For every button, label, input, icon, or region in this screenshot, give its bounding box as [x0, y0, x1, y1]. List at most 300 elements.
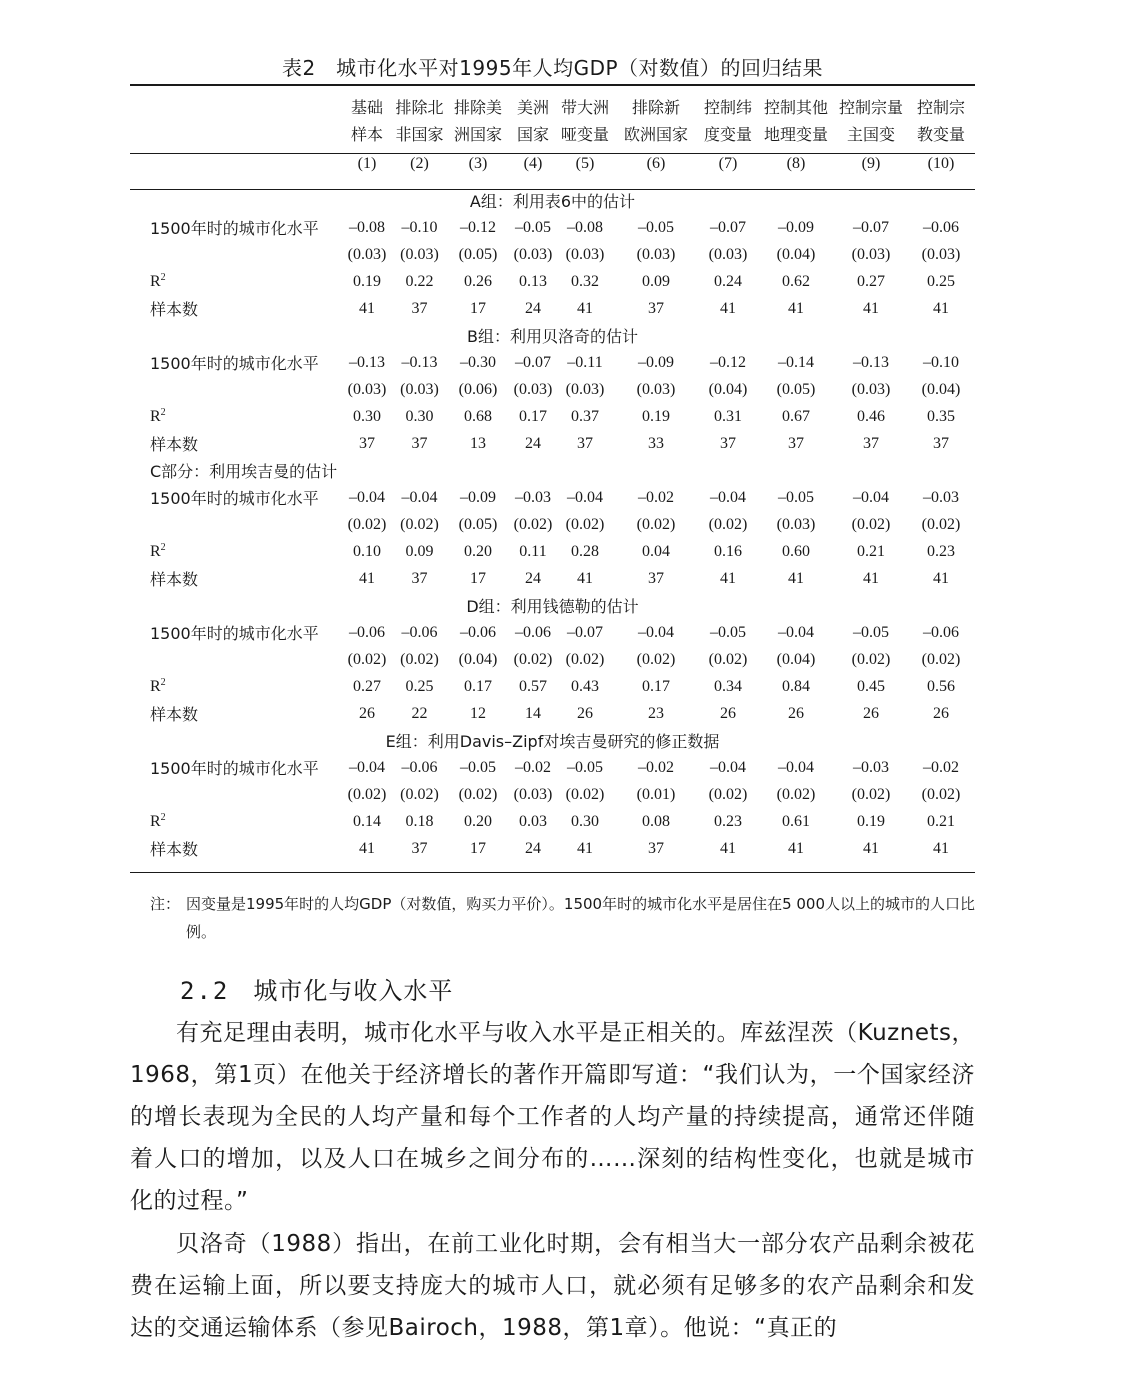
standard-error-cell: (0.02): [636, 515, 676, 533]
sample-size-cell: 41: [577, 299, 593, 317]
r-squared-cell: 0.13: [519, 272, 547, 290]
coefficient-cell: –0.12: [710, 353, 746, 371]
sample-size-cell: 37: [720, 434, 736, 452]
column-number-row: [130, 147, 975, 181]
coefficient-cell: –0.04: [401, 488, 438, 506]
row-label: 1500年时的城市化水平: [150, 219, 319, 238]
coefficient-cell: –0.03: [923, 488, 959, 506]
coefficient-cell: –0.05: [567, 758, 603, 776]
standard-error-cell: (0.03): [565, 380, 605, 398]
coefficient-cell: –0.02: [515, 758, 551, 776]
row-label: 样本数: [150, 840, 199, 859]
r-squared-cell: 0.21: [927, 812, 955, 830]
column-number: (8): [786, 155, 806, 172]
column-header-row: [130, 120, 975, 147]
column-header: 控制宗: [916, 98, 965, 117]
coefficient-cell: –0.09: [460, 488, 496, 506]
r-squared-row: [130, 268, 975, 295]
coefficient-cell: –0.09: [778, 218, 814, 236]
r-squared-cell: 0.20: [464, 542, 492, 560]
coefficient-cell: –0.05: [710, 623, 746, 641]
column-number: (3): [468, 155, 488, 172]
note-head: 注：: [150, 895, 181, 913]
sample-size-cell: 41: [720, 839, 736, 857]
row-label: 样本数: [150, 300, 199, 319]
coefficient-cell: –0.12: [460, 218, 496, 236]
column-header: 排除美: [453, 98, 502, 117]
standard-error-cell: (0.04): [458, 650, 498, 668]
standard-error-cell: (0.03): [513, 245, 553, 263]
r-squared-cell: 0.19: [353, 272, 381, 290]
row-label: 1500年时的城市化水平: [150, 759, 319, 778]
r-squared-cell: 0.45: [857, 677, 885, 695]
table-bottom-rule: [130, 872, 975, 873]
r-squared-cell: 0.19: [857, 812, 885, 830]
row-label: 样本数: [150, 705, 199, 724]
r-squared-cell: 0.09: [405, 542, 434, 560]
standard-error-cell: (0.02): [921, 515, 961, 533]
coefficient-cell: –0.03: [853, 758, 889, 776]
sample-size-cell: 37: [648, 839, 664, 857]
sample-size-cell: 41: [863, 839, 879, 857]
standard-error-cell: (0.03): [400, 380, 439, 398]
sample-size-cell: 26: [359, 704, 375, 722]
column-header: 排除新: [631, 98, 680, 117]
column-header: 主国变: [846, 125, 895, 144]
r-squared-label: R: [150, 407, 161, 425]
sample-size-cell: 41: [720, 299, 736, 317]
sample-size-cell: 41: [933, 299, 949, 317]
sample-size-row: [130, 835, 975, 862]
sample-size-cell: 24: [525, 434, 541, 452]
sample-size-cell: 37: [411, 569, 428, 587]
standard-error-row: [130, 646, 975, 673]
panel-title-row: [130, 457, 975, 484]
standard-error-cell: (0.03): [347, 245, 387, 263]
sample-size-cell: 41: [933, 839, 949, 857]
r-squared-cell: 0.11: [519, 542, 547, 560]
coefficient-cell: –0.08: [567, 218, 603, 236]
standard-error-cell: (0.02): [400, 650, 439, 668]
sample-size-cell: 17: [470, 839, 486, 857]
standard-error-cell: (0.03): [708, 245, 748, 263]
coefficient-cell: –0.03: [515, 488, 551, 506]
standard-error-cell: (0.02): [347, 785, 387, 803]
coefficient-cell: –0.13: [349, 353, 385, 371]
standard-error-row: [130, 241, 975, 268]
coefficient-cell: –0.06: [460, 623, 496, 641]
column-header-row: [130, 93, 975, 120]
coefficient-cell: –0.13: [401, 353, 438, 371]
standard-error-cell: (0.02): [347, 650, 387, 668]
column-header: 样本: [350, 125, 383, 144]
r-squared-cell: 0.20: [464, 812, 492, 830]
panel-title-row: [130, 727, 975, 754]
standard-error-cell: (0.02): [708, 650, 748, 668]
sample-size-cell: 37: [577, 434, 593, 452]
row-label: 1500年时的城市化水平: [150, 489, 319, 508]
sample-size-cell: 41: [788, 839, 804, 857]
r-squared-row: [130, 538, 975, 565]
r-squared-cell: 0.62: [782, 272, 810, 290]
column-number: (4): [523, 155, 543, 172]
coefficient-row: [130, 214, 975, 241]
r-squared-cell: 0.60: [782, 542, 810, 560]
column-number: (7): [718, 155, 738, 172]
standard-error-cell: (0.02): [776, 785, 816, 803]
standard-error-cell: (0.02): [708, 515, 748, 533]
standard-error-cell: (0.02): [851, 785, 891, 803]
r-squared-cell: 0.61: [782, 812, 810, 830]
r-squared-superscript: 2: [160, 811, 166, 823]
row-label: 样本数: [150, 570, 199, 589]
r-squared-cell: 0.32: [571, 272, 599, 290]
sample-size-cell: 26: [933, 704, 949, 722]
r-squared-superscript: 2: [160, 406, 166, 418]
coefficient-cell: –0.06: [923, 218, 959, 236]
sample-size-cell: 37: [648, 569, 664, 587]
sample-size-cell: 41: [863, 569, 879, 587]
row-label: [130, 538, 342, 565]
r-squared-superscript: 2: [160, 676, 166, 688]
coefficient-cell: –0.10: [923, 353, 959, 371]
sample-size-cell: 41: [359, 299, 375, 317]
r-squared-cell: 0.35: [927, 407, 955, 425]
regression-table: [130, 93, 975, 862]
sample-size-cell: 37: [411, 839, 428, 857]
sample-size-cell: 41: [788, 299, 804, 317]
standard-error-row: [130, 781, 975, 808]
sample-size-cell: 24: [525, 839, 541, 857]
r-squared-label: R: [150, 812, 161, 830]
r-squared-superscript: 2: [160, 271, 166, 283]
row-label-empty: [130, 781, 342, 808]
column-header: 教变量: [916, 125, 965, 144]
table-note: [150, 890, 975, 946]
r-squared-cell: 0.04: [642, 542, 670, 560]
sample-size-cell: 33: [648, 434, 664, 452]
standard-error-cell: (0.03): [851, 380, 891, 398]
column-header: 排除北: [395, 98, 444, 117]
standard-error-cell: (0.02): [513, 515, 553, 533]
coefficient-cell: –0.09: [638, 353, 674, 371]
sample-size-cell: 24: [525, 569, 541, 587]
column-header: 非国家: [395, 125, 444, 144]
section-number: 2.2: [180, 977, 230, 1005]
coefficient-cell: –0.13: [853, 353, 889, 371]
panel-title: E组：利用Davis–Zipf对埃吉曼研究的修正数据: [385, 732, 720, 751]
r-squared-cell: 0.56: [927, 677, 955, 695]
coefficient-cell: –0.04: [778, 623, 814, 641]
panel-title-row: [130, 187, 975, 214]
coefficient-cell: –0.04: [710, 758, 746, 776]
coefficient-cell: –0.05: [778, 488, 814, 506]
r-squared-label: R: [150, 272, 161, 290]
row-label-empty: [130, 646, 342, 673]
sample-size-cell: 41: [720, 569, 736, 587]
standard-error-cell: (0.02): [636, 650, 676, 668]
coefficient-cell: –0.04: [710, 488, 746, 506]
r-squared-cell: 0.34: [714, 677, 742, 695]
column-header: 国家: [516, 125, 549, 144]
panel-title-row: [130, 322, 975, 349]
coefficient-cell: –0.04: [567, 488, 603, 506]
standard-error-cell: (0.05): [458, 515, 498, 533]
table-top-rule: [130, 84, 975, 86]
standard-error-cell: (0.02): [347, 515, 387, 533]
r-squared-cell: 0.23: [714, 812, 742, 830]
coefficient-cell: –0.06: [401, 758, 438, 776]
r-squared-cell: 0.67: [782, 407, 810, 425]
standard-error-cell: (0.02): [921, 650, 961, 668]
sample-size-cell: 41: [788, 569, 804, 587]
sample-size-cell: 41: [359, 839, 375, 857]
standard-error-cell: (0.06): [458, 380, 498, 398]
column-number: (2): [410, 155, 429, 172]
sample-size-cell: 37: [933, 434, 949, 452]
sample-size-cell: 41: [863, 299, 879, 317]
header-spacer: [130, 93, 342, 120]
panel-title: A组：利用表6中的估计: [469, 192, 636, 211]
coefficient-cell: –0.30: [460, 353, 496, 371]
r-squared-cell: 0.10: [353, 542, 381, 560]
r-squared-cell: 0.08: [642, 812, 670, 830]
r-squared-cell: 0.84: [782, 677, 810, 695]
coefficient-cell: –0.06: [923, 623, 959, 641]
column-number: (1): [357, 155, 377, 172]
r-squared-cell: 0.25: [405, 677, 434, 695]
coefficient-cell: –0.06: [349, 623, 385, 641]
row-label: [130, 673, 342, 700]
coefficient-cell: –0.02: [638, 758, 674, 776]
r-squared-cell: 0.26: [464, 272, 492, 290]
panel-title: C部分：利用埃吉曼的估计: [150, 462, 338, 481]
r-squared-cell: 0.21: [857, 542, 885, 560]
standard-error-cell: (0.02): [513, 650, 553, 668]
sample-size-cell: 26: [577, 704, 593, 722]
coefficient-cell: –0.04: [349, 488, 385, 506]
r-squared-cell: 0.30: [571, 812, 599, 830]
r-squared-cell: 0.14: [353, 812, 381, 830]
column-header: 控制宗量: [838, 98, 903, 117]
sample-size-cell: 37: [788, 434, 804, 452]
r-squared-row: [130, 808, 975, 835]
sample-size-cell: 24: [525, 299, 541, 317]
column-header: 欧洲国家: [623, 125, 688, 144]
section-title: 城市化与收入水平: [253, 977, 454, 1005]
r-squared-cell: 0.30: [353, 407, 381, 425]
row-label: [130, 403, 342, 430]
column-header: 基础: [350, 98, 383, 117]
column-header: 度变量: [703, 125, 752, 144]
r-squared-row: [130, 403, 975, 430]
row-label-empty: [130, 511, 342, 538]
column-number: (10): [927, 155, 955, 172]
coefficient-cell: –0.07: [710, 218, 746, 236]
coefficient-cell: –0.05: [853, 623, 889, 641]
standard-error-row: [130, 376, 975, 403]
sample-size-row: [130, 430, 975, 457]
sample-size-cell: 26: [720, 704, 736, 722]
note-body: 因变量是1995年时的人均GDP（对数值，购买力平价）。1500年时的城市化水平是居住在5 000人以上的城市的人口比例。: [186, 895, 976, 941]
r-squared-cell: 0.09: [642, 272, 670, 290]
standard-error-cell: (0.03): [636, 245, 676, 263]
standard-error-cell: (0.03): [565, 245, 605, 263]
sample-size-cell: 37: [863, 434, 879, 452]
panel-title-row: [130, 592, 975, 619]
r-squared-cell: 0.27: [353, 677, 381, 695]
sample-size-cell: 13: [470, 434, 486, 452]
coefficient-cell: –0.04: [349, 758, 385, 776]
panel-title: B组：利用贝洛奇的估计: [467, 327, 638, 346]
coefficient-cell: –0.04: [638, 623, 674, 641]
coefficient-cell: –0.10: [401, 218, 438, 236]
sample-size-cell: 41: [359, 569, 375, 587]
row-label: [130, 808, 342, 835]
standard-error-cell: (0.01): [636, 785, 676, 803]
row-label: 1500年时的城市化水平: [150, 624, 319, 643]
r-squared-cell: 0.27: [857, 272, 885, 290]
r-squared-cell: 0.23: [927, 542, 955, 560]
standard-error-cell: (0.04): [776, 245, 816, 263]
r-squared-cell: 0.43: [571, 677, 599, 695]
coefficient-cell: –0.07: [853, 218, 889, 236]
r-squared-label: R: [150, 542, 161, 560]
coefficient-cell: –0.04: [778, 758, 814, 776]
sample-size-cell: 37: [411, 434, 428, 452]
column-header: 洲国家: [453, 125, 502, 144]
sample-size-cell: 26: [788, 704, 804, 722]
coefficient-cell: –0.14: [778, 353, 814, 371]
standard-error-cell: (0.03): [513, 380, 553, 398]
standard-error-cell: (0.03): [921, 245, 961, 263]
standard-error-cell: (0.02): [458, 785, 498, 803]
standard-error-cell: (0.03): [400, 245, 439, 263]
coefficient-cell: –0.04: [853, 488, 889, 506]
r-squared-cell: 0.18: [405, 812, 434, 830]
coefficient-row: [130, 484, 975, 511]
standard-error-row: [130, 511, 975, 538]
standard-error-cell: (0.03): [513, 785, 553, 803]
table-caption: 表2 城市化水平对1995年人均GDP（对数值）的回归结果: [281, 56, 824, 80]
standard-error-cell: (0.02): [565, 515, 605, 533]
coefficient-row: [130, 619, 975, 646]
coefficient-cell: –0.08: [349, 218, 385, 236]
r-squared-cell: 0.17: [519, 407, 547, 425]
sample-size-row: [130, 295, 975, 322]
row-label-empty: [130, 376, 342, 403]
r-squared-cell: 0.28: [571, 542, 599, 560]
column-header: 美洲: [516, 98, 549, 117]
standard-error-cell: (0.02): [400, 515, 439, 533]
column-header: 带大洲: [560, 98, 609, 117]
r-squared-cell: 0.31: [714, 407, 742, 425]
row-label: [130, 268, 342, 295]
sample-size-cell: 17: [470, 569, 486, 587]
standard-error-cell: (0.03): [636, 380, 676, 398]
column-header: 地理变量: [763, 125, 828, 144]
r-squared-cell: 0.46: [857, 407, 885, 425]
r-squared-label: R: [150, 677, 161, 695]
standard-error-cell: (0.04): [708, 380, 748, 398]
sample-size-cell: 37: [359, 434, 375, 452]
r-squared-cell: 0.17: [642, 677, 670, 695]
coefficient-cell: –0.02: [923, 758, 959, 776]
r-squared-cell: 0.03: [519, 812, 547, 830]
coefficient-cell: –0.05: [460, 758, 496, 776]
r-squared-cell: 0.25: [927, 272, 955, 290]
coefficient-cell: –0.05: [638, 218, 674, 236]
standard-error-cell: (0.02): [921, 785, 961, 803]
standard-error-cell: (0.05): [776, 380, 816, 398]
standard-error-cell: (0.04): [921, 380, 961, 398]
section-heading: [180, 971, 453, 1006]
r-squared-cell: 0.37: [571, 407, 599, 425]
column-number: (6): [646, 155, 666, 172]
sample-size-cell: 41: [577, 839, 593, 857]
standard-error-cell: (0.02): [851, 515, 891, 533]
standard-error-cell: (0.02): [708, 785, 748, 803]
row-label: 样本数: [150, 435, 199, 454]
sample-size-row: [130, 700, 975, 727]
sample-size-cell: 26: [863, 704, 879, 722]
r-squared-row: [130, 673, 975, 700]
column-number: (5): [575, 155, 595, 172]
standard-error-cell: (0.02): [565, 785, 605, 803]
standard-error-cell: (0.02): [400, 785, 439, 803]
standard-error-cell: (0.05): [458, 245, 498, 263]
row-label-empty: [130, 241, 342, 268]
panel-title: D组：利用钱德勒的估计: [466, 597, 639, 616]
sample-size-row: [130, 565, 975, 592]
coefficient-cell: –0.02: [638, 488, 674, 506]
column-header: 控制其他: [763, 98, 828, 117]
r-squared-cell: 0.22: [405, 272, 434, 290]
coefficient-cell: –0.11: [567, 353, 603, 371]
coefficient-row: [130, 349, 975, 376]
r-squared-cell: 0.57: [519, 677, 547, 695]
standard-error-cell: (0.02): [851, 650, 891, 668]
standard-error-cell: (0.04): [776, 650, 816, 668]
sample-size-cell: 37: [648, 299, 664, 317]
body-paragraph: 贝洛奇（1988）指出，在前工业化时期，会有相当大一部分农产品剩余被花费在运输上面，所以要支持庞大的城市人口，就必须有足够多的农产品剩余和发达的交通运输体系（参见Bairoch，1988，第1章）。他说：“真正的: [130, 1231, 975, 1341]
coefficient-cell: –0.05: [515, 218, 551, 236]
r-squared-cell: 0.68: [464, 407, 492, 425]
column-header: 控制纬: [703, 98, 752, 117]
body-paragraph: 有充足理由表明，城市化水平与收入水平是正相关的。库兹涅茨（Kuznets，1968，第1页）在他关于经济增长的著作开篇即写道：“我们认为，一个国家经济的增长表现为全民的人均产量和每个工作者的人均产量的持续提高，通常还伴随着人口的增加，以及人口在城乡之间分布的……深刻的结构性变化，也就是城市化的过程。”: [130, 1020, 975, 1214]
r-squared-superscript: 2: [160, 541, 166, 553]
r-squared-cell: 0.17: [464, 677, 492, 695]
header-spacer: [130, 120, 342, 147]
header-spacer: [130, 147, 342, 181]
standard-error-cell: (0.03): [776, 515, 816, 533]
sample-size-cell: 37: [411, 299, 428, 317]
row-label: 1500年时的城市化水平: [150, 354, 319, 373]
coefficient-cell: –0.06: [401, 623, 438, 641]
sample-size-cell: 41: [577, 569, 593, 587]
coefficient-cell: –0.06: [515, 623, 551, 641]
standard-error-cell: (0.03): [851, 245, 891, 263]
coefficient-cell: –0.07: [567, 623, 603, 641]
standard-error-cell: (0.03): [347, 380, 387, 398]
r-squared-cell: 0.30: [405, 407, 434, 425]
column-number: (9): [861, 155, 881, 172]
sample-size-cell: 41: [933, 569, 949, 587]
coefficient-row: [130, 754, 975, 781]
r-squared-cell: 0.24: [714, 272, 742, 290]
coefficient-cell: –0.07: [515, 353, 551, 371]
sample-size-cell: 12: [470, 704, 486, 722]
